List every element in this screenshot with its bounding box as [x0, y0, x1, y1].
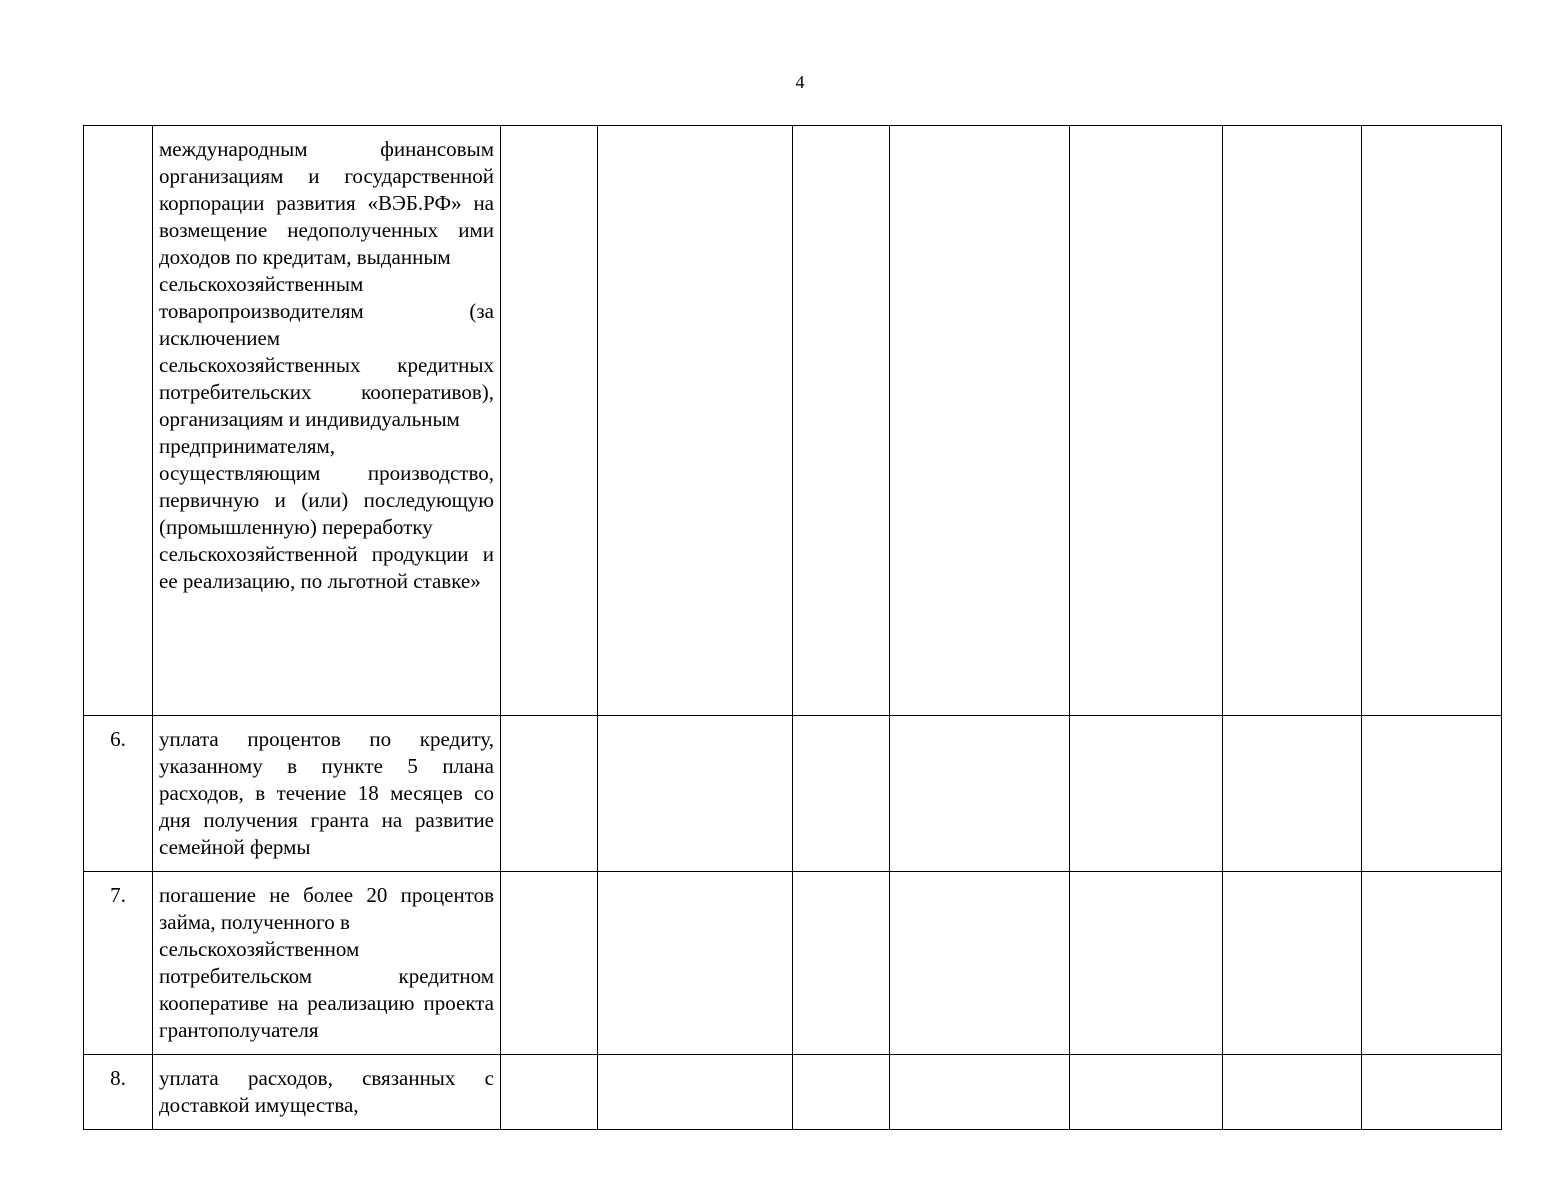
expense-description [153, 872, 501, 1055]
empty-cell [890, 716, 1070, 872]
empty-cell [598, 716, 793, 872]
empty-cell [1223, 1055, 1362, 1130]
table-row [84, 1055, 1502, 1130]
empty-cell [1223, 716, 1362, 872]
empty-cell [890, 872, 1070, 1055]
row-number: 7. [84, 872, 153, 1055]
empty-cell [1223, 126, 1362, 716]
empty-cell [598, 1055, 793, 1130]
empty-cell [793, 1055, 890, 1130]
row-number [84, 126, 153, 716]
row-number: 6. [84, 716, 153, 872]
empty-cell [793, 872, 890, 1055]
empty-cell [793, 716, 890, 872]
empty-cell [501, 126, 598, 716]
empty-cell [1362, 872, 1502, 1055]
empty-cell [1362, 1055, 1502, 1130]
empty-cell [501, 872, 598, 1055]
expense-description-text: погашение не более 20 процентов займа, полученного в сельскохозяйственном потребительском кредитном кооперативе на реализацию проекта грантополучателя [159, 883, 494, 1042]
table-row [84, 872, 1502, 1055]
expense-description [153, 716, 501, 872]
page-number: 4 [795, 72, 805, 92]
empty-cell [890, 126, 1070, 716]
empty-cell [793, 126, 890, 716]
empty-cell [501, 716, 598, 872]
expense-description-text: уплата расходов, связанных с доставкой имущества, [159, 1066, 494, 1117]
empty-cell [598, 126, 793, 716]
empty-cell [501, 1055, 598, 1130]
empty-cell [1070, 872, 1223, 1055]
table-row [84, 126, 1502, 716]
table-row [84, 716, 1502, 872]
empty-cell [1070, 126, 1223, 716]
empty-cell [1362, 716, 1502, 872]
expense-description-text: международным финансовым организациям и государственной корпорации развития «ВЭБ.РФ» на возмещение недополученных ими доходов по кредитам, выданным сельскохозяйственным товаропроизводителям (за исключением сельскохозяйственных кредитных потребительских кооперативов), организациям и индивидуальным предпринимателям, осуществляющим производство, первичную и (или) последующую (промышленную) переработку сельскохозяйственной продукции и ее реализацию, по льготной ставке» [159, 137, 494, 593]
empty-cell [1070, 1055, 1223, 1130]
empty-cell [1362, 126, 1502, 716]
empty-cell [598, 872, 793, 1055]
expense-description [153, 126, 501, 716]
expense-description [153, 1055, 501, 1130]
expense-plan-table [83, 125, 1502, 1130]
row-number: 8. [84, 1055, 153, 1130]
expense-description-text: уплата процентов по кредиту, указанному в пункте 5 плана расходов, в течение 18 месяцев со дня получения гранта на развитие семейной фермы [159, 727, 494, 859]
empty-cell [1223, 872, 1362, 1055]
empty-cell [890, 1055, 1070, 1130]
empty-cell [1070, 716, 1223, 872]
